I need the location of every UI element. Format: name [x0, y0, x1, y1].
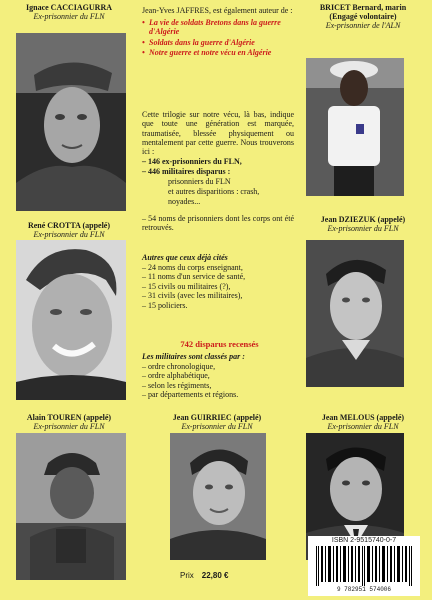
stat-prisoners: – 146 ex-prisonniers du FLN,	[142, 157, 242, 166]
caption-name: René CROTTA (appelé)	[27, 221, 111, 230]
caption-name: Alain TOUREN (appelé)	[26, 413, 112, 422]
price-value: 22,80 €	[201, 571, 229, 580]
portrait-photo-touren	[16, 433, 126, 580]
military-item: – selon les régiments,	[142, 380, 212, 390]
caption-name: BRICET Bernard, marin	[319, 3, 407, 12]
book-list	[142, 18, 294, 58]
caption-name: Jean DZIEZUK (appelé)	[320, 215, 406, 224]
barcode-bars	[316, 546, 412, 586]
stat-missing-sub: et autres disparitions : crash,	[168, 187, 260, 196]
military-item: – ordre alphabétique,	[142, 371, 210, 381]
caption-extra: (Engagé volontaire)	[329, 12, 397, 21]
caption-status: Ex-prisonnier du FLN	[181, 422, 253, 431]
body-paragraph: Cette trilogie sur notre vécu, là bas, indique que toute une génération est marquée, traumatisée, blessée physiquement ou mentalement par cette guerre. Nous trouverons ici :	[142, 110, 294, 157]
caption-guirriec	[150, 413, 284, 431]
caption-name: Jean MELOUS (appelé)	[321, 413, 405, 422]
caption-status: Ex-prisonnier de l'ALN	[325, 21, 401, 30]
stat-missing-sub: noyades...	[168, 197, 201, 206]
book-title: • Notre guerre et notre vécu en Algérie	[142, 48, 294, 58]
caption-touren	[4, 413, 134, 431]
others-item: – 15 policiers.	[142, 300, 188, 310]
others-item: – 15 civils ou militaires (?),	[142, 281, 231, 291]
caption-dziezuk	[296, 215, 430, 233]
caption-status: Ex-prisonnier du FLN	[33, 230, 105, 239]
author-intro-text: Jean-Yves JAFFRES, est également auteur de :	[142, 6, 293, 15]
military-heading: Les militaires sont classés par :	[142, 352, 245, 361]
barcode-digits: 9 782951 574006	[336, 586, 391, 593]
caption-status: Ex-prisonnier du FLN	[33, 12, 105, 21]
portrait-photo-cacciagurra	[16, 33, 126, 211]
portrait-photo-guirriec	[170, 433, 266, 560]
isbn-number: ISBN 2-9515740-0-7	[331, 537, 397, 544]
barcode	[308, 536, 420, 596]
portrait-photo-dziezuk	[306, 240, 404, 387]
caption-status: Ex-prisonnier du FLN	[327, 224, 399, 233]
others-item: – 11 noms d'un service de santé,	[142, 272, 246, 282]
others-heading: Autres que ceux déjà cités	[142, 253, 228, 262]
military-item: – par départements et régions.	[142, 390, 239, 400]
caption-melous	[296, 413, 430, 431]
book-title: • Soldats dans la guerre d'Algérie	[142, 38, 294, 48]
caption-cacciagurra	[4, 3, 134, 21]
price	[180, 571, 228, 580]
caption-name: Jean GUIRRIEC (appelé)	[172, 413, 262, 422]
others-item: – 24 noms du corps enseignant,	[142, 262, 243, 272]
book-title: • La vie de soldats Bretons dans la guerre d'Algérie	[142, 18, 294, 37]
caption-name: Ignace CACCIAGURRA	[26, 3, 112, 12]
others-section	[142, 253, 302, 311]
military-classification	[142, 352, 302, 400]
author-intro	[142, 6, 294, 64]
caption-crotta	[4, 221, 134, 239]
stat-missing: – 446 militaires disparus :	[142, 167, 231, 176]
portrait-photo-crotta	[16, 240, 126, 400]
stat-bodies-found: – 54 noms de prisonniers dont les corps ont été retrouvés.	[142, 214, 294, 233]
portrait-photo-bricet	[306, 58, 404, 196]
total-missing: 742 disparus recensés	[180, 339, 259, 349]
caption-bricet	[296, 3, 430, 30]
price-label: Prix	[180, 571, 194, 580]
caption-status: Ex-prisonnier du FLN	[327, 422, 399, 431]
others-item: – 31 civils (avec les militaires),	[142, 291, 243, 301]
caption-status: Ex-prisonnier du FLN	[33, 422, 105, 431]
stat-missing-sub: prisonniers du FLN	[168, 177, 231, 186]
military-item: – ordre chronologique,	[142, 361, 216, 371]
